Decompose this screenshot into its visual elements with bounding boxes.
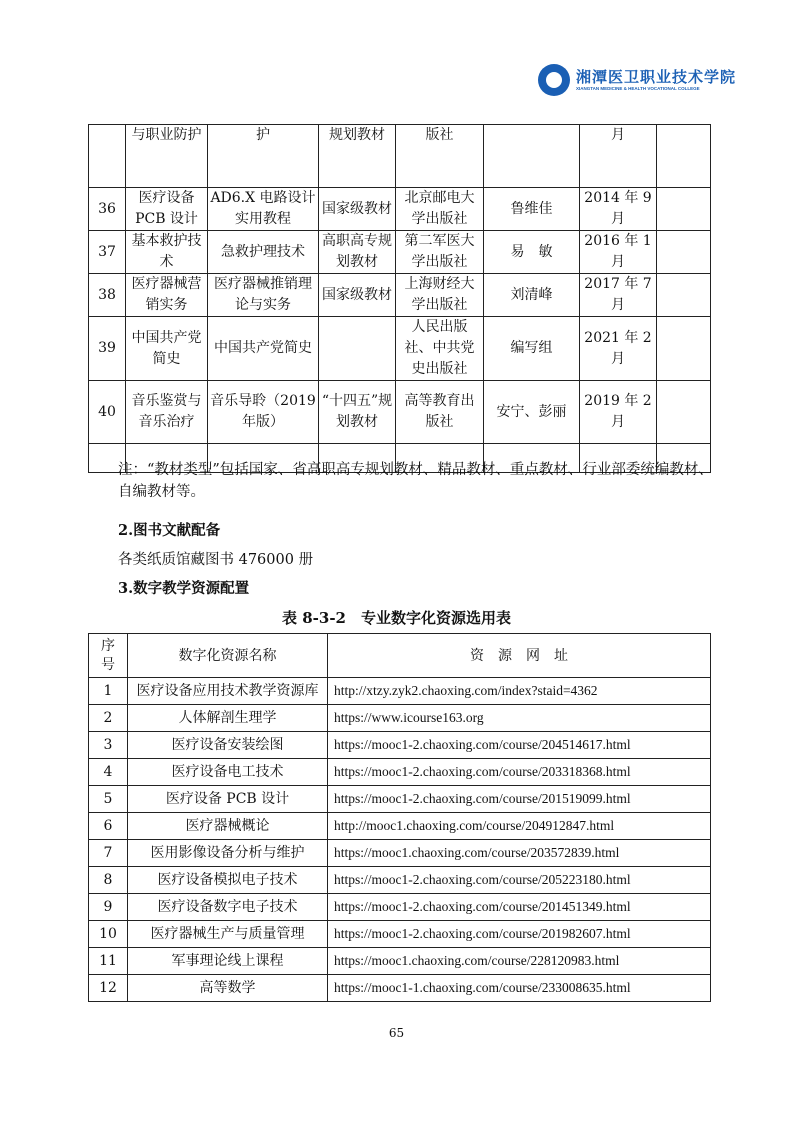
table-caption: 表 8-3-2 专业数字化资源选用表 (282, 609, 511, 627)
resource-name: 医疗设备安装绘图 (128, 732, 328, 759)
table-cell: 易 敏 (484, 231, 580, 274)
logo-english-name: XIANGTAN MEDICINE & HEALTH VOCATIONAL COLLEGE (576, 85, 700, 91)
header-url: 资 源 网 址 (328, 634, 711, 678)
table-row (89, 840, 711, 867)
table-cell: 36 (89, 188, 126, 231)
page-number: 65 (388, 1026, 405, 1040)
table-cell: 与职业防护 (126, 125, 208, 188)
table-cell: 2019 年 2 月 (580, 381, 657, 444)
table-row (89, 678, 711, 705)
resource-url-link[interactable]: https://mooc1-2.chaoxing.com/course/204514617.html (328, 732, 711, 759)
table-row (89, 732, 711, 759)
table-cell: 规划教材 (319, 125, 396, 188)
resource-url-link[interactable]: https://mooc1-2.chaoxing.com/course/201982607.html (328, 921, 711, 948)
section-2-text: 各类纸质馆藏图书 476000 册 (118, 552, 314, 568)
resource-name: 医疗器械概论 (128, 813, 328, 840)
resource-url-link[interactable]: https://mooc1.chaoxing.com/course/203572839.html (328, 840, 711, 867)
table-row (89, 317, 711, 381)
row-index: 3 (89, 732, 128, 759)
table-cell: 国家级教材 (319, 274, 396, 317)
table-cell: 中国共产党简史 (126, 317, 208, 381)
table-cell: 医疗器械营销实务 (126, 274, 208, 317)
digital-resource-table (88, 633, 711, 1002)
table-cell: 护 (208, 125, 319, 188)
resource-url-link[interactable]: http://mooc1.chaoxing.com/course/204912847.html (328, 813, 711, 840)
table-cell: 高等教育出版社 (396, 381, 484, 444)
college-logo (538, 64, 736, 96)
table-row (89, 894, 711, 921)
row-index: 9 (89, 894, 128, 921)
header-index: 序号 (89, 634, 128, 678)
table-cell: 音乐导聆（2019年版） (208, 381, 319, 444)
textbook-table (88, 124, 711, 473)
resource-url-link[interactable]: https://mooc1-2.chaoxing.com/course/201519099.html (328, 786, 711, 813)
table-cell: 鲁维佳 (484, 188, 580, 231)
table-row (89, 381, 711, 444)
resource-url-link[interactable]: https://mooc1-2.chaoxing.com/course/203318368.html (328, 759, 711, 786)
resource-url-link[interactable]: https://mooc1-1.chaoxing.com/course/233008635.html (328, 975, 711, 1002)
resource-url-link[interactable]: https://mooc1.chaoxing.com/course/228120983.html (328, 948, 711, 975)
row-index: 12 (89, 975, 128, 1002)
row-index: 6 (89, 813, 128, 840)
table-row (89, 867, 711, 894)
table-note: 注：“教材类型”包括国家、省高职高专规划教材、精品教材、重点教材、行业部委统编教材、自编教材等。 (118, 462, 713, 500)
table-row (89, 274, 711, 317)
resource-url-link[interactable]: https://mooc1-2.chaoxing.com/course/205223180.html (328, 867, 711, 894)
table-row (89, 759, 711, 786)
resource-url-link[interactable]: https://mooc1-2.chaoxing.com/course/201451349.html (328, 894, 711, 921)
resource-name: 医疗器械生产与质量管理 (128, 921, 328, 948)
table-cell: 安宁、彭丽 (484, 381, 580, 444)
table-cell (657, 317, 711, 381)
table-cell: 国家级教材 (319, 188, 396, 231)
table-cell: 音乐鉴赏与音乐治疗 (126, 381, 208, 444)
table-cell (657, 381, 711, 444)
table-cell: 2014 年 9 月 (580, 188, 657, 231)
table-cell (657, 231, 711, 274)
table-cell: 2017 年 7 月 (580, 274, 657, 317)
table-cell: 上海财经大学出版社 (396, 274, 484, 317)
resource-url-link[interactable]: http://xtzy.zyk2.chaoxing.com/index?staid=4362 (328, 678, 711, 705)
row-index: 2 (89, 705, 128, 732)
table-row (89, 813, 711, 840)
row-index: 11 (89, 948, 128, 975)
row-index: 4 (89, 759, 128, 786)
resource-name: 高等数学 (128, 975, 328, 1002)
college-seal-icon (538, 64, 570, 96)
resource-name: 医疗设备数字电子技术 (128, 894, 328, 921)
row-index: 10 (89, 921, 128, 948)
table-cell: 月 (580, 125, 657, 188)
resource-url-link[interactable]: https://www.icourse163.org (328, 705, 711, 732)
table-cell (657, 188, 711, 231)
table-row (89, 786, 711, 813)
table-cell: 人民出版社、中共党史出版社 (396, 317, 484, 381)
resource-name: 医用影像设备分析与维护 (128, 840, 328, 867)
table-header-row (89, 634, 711, 678)
table-cell (657, 274, 711, 317)
table-cell: 第二军医大学出版社 (396, 231, 484, 274)
logo-chinese-name: 湘潭医卫职业技术学院 (576, 67, 737, 86)
table-cell: 医疗设备PCB 设计 (126, 188, 208, 231)
table-cell: 基本救护技术 (126, 231, 208, 274)
table-row (89, 975, 711, 1002)
table-row (89, 231, 711, 274)
table-row (89, 948, 711, 975)
table-cell (89, 125, 126, 188)
table-cell (484, 125, 580, 188)
table-row (89, 125, 711, 188)
table-cell: 北京邮电大学出版社 (396, 188, 484, 231)
section-2-title: 2.图书文献配备 (118, 522, 221, 539)
resource-name: 医疗设备电工技术 (128, 759, 328, 786)
table-cell: “十四五”规划教材 (319, 381, 396, 444)
table-cell: 医疗器械推销理论与实务 (208, 274, 319, 317)
table-cell: 2016 年 1 月 (580, 231, 657, 274)
table-cell: 版社 (396, 125, 484, 188)
table-cell: AD6.X 电路设计实用教程 (208, 188, 319, 231)
resource-name: 医疗设备应用技术教学资源库 (128, 678, 328, 705)
resource-name: 医疗设备 PCB 设计 (128, 786, 328, 813)
table-cell: 编写组 (484, 317, 580, 381)
row-index: 7 (89, 840, 128, 867)
table-cell: 2021 年 2 月 (580, 317, 657, 381)
resource-name: 医疗设备模拟电子技术 (128, 867, 328, 894)
table-cell: 39 (89, 317, 126, 381)
table-cell: 急救护理技术 (208, 231, 319, 274)
resource-name: 人体解剖生理学 (128, 705, 328, 732)
table-row (89, 188, 711, 231)
row-index: 1 (89, 678, 128, 705)
table-row (89, 921, 711, 948)
table-cell: 40 (89, 381, 126, 444)
header-resource-name: 数字化资源名称 (128, 634, 328, 678)
table-cell: 刘清峰 (484, 274, 580, 317)
table-cell (319, 317, 396, 381)
table-cell: 高职高专规划教材 (319, 231, 396, 274)
table-cell (657, 125, 711, 188)
row-index: 5 (89, 786, 128, 813)
row-index: 8 (89, 867, 128, 894)
table-row (89, 705, 711, 732)
table-cell: 37 (89, 231, 126, 274)
resource-name: 军事理论线上课程 (128, 948, 328, 975)
table-cell: 中国共产党简史 (208, 317, 319, 381)
table-cell: 38 (89, 274, 126, 317)
section-3-title: 3.数字教学资源配置 (118, 580, 250, 597)
